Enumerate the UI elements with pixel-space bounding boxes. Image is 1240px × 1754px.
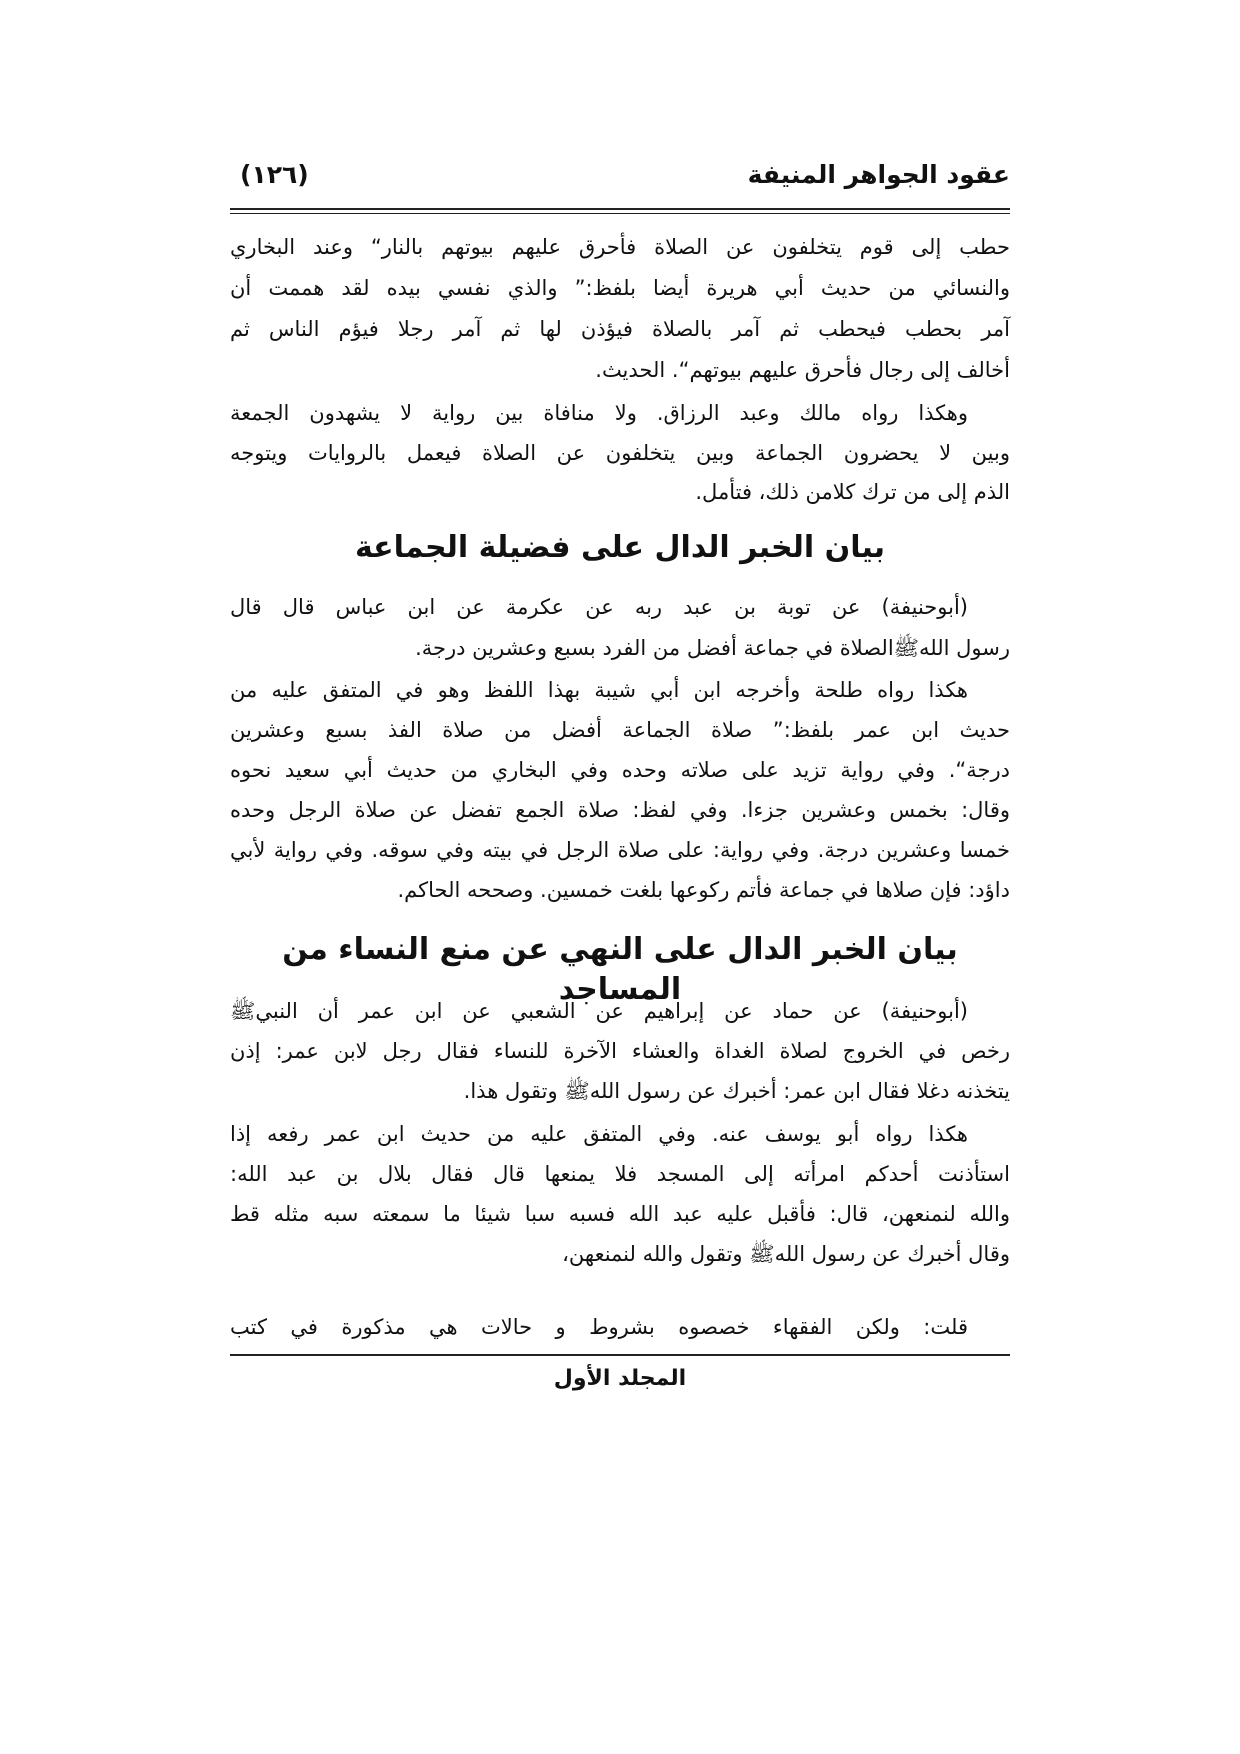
text-line: داؤد: فإن صلاها في جماعة فأتم ركوعها بلغت خمسين. وصححه الحاكم. (397, 878, 1010, 902)
text-line: حديث ابن عمر بلفظ:” صلاة الجماعة أفضل من صلاة الفذ بسبع وعشرين (230, 718, 1010, 742)
text-line: رسول اللهﷺالصلاة في جماعة أفضل من الفرد بسبع وعشرين درجة. (415, 636, 1010, 660)
text-line: خمسا وعشرين درجة. وفي رواية: على صلاة الرجل في بيته وفي سوقه. وفي رواية لأبي (230, 838, 1010, 862)
text-line: قلت: ولكن الفقهاء خصصوه بشروط و حالات هي مذكورة في كتب (230, 1315, 968, 1339)
text-line: رخص في الخروج لصلاة الغداة والعشاء الآخرة للنساء فقال رجل لابن عمر: إذن (230, 1039, 1010, 1063)
text-line: يتخذنه دغلا فقال ابن عمر: أخبرك عن رسول اللهﷺ وتقول هذا. (463, 1079, 1010, 1103)
text-line: (أبوحنيفة) عن حماد عن إبراهيم عن الشعبي عن ابن عمر أن النبيﷺ (230, 999, 968, 1023)
volume-label: المجلد الأول (553, 1366, 687, 1391)
text-line: والنسائي من حديث أبي هريرة أيضا بلفظ:” والذي نفسي بيده لقد هممت أن (230, 276, 1010, 300)
text-line: آمر بحطب فيحطب ثم آمر بالصلاة فيؤذن لها ثم آمر رجلا فيؤم الناس ثم (230, 317, 1010, 341)
text-line: هكذا رواه أبو يوسف عنه. وفي المتفق عليه من حديث ابن عمر رفعه إذا (230, 1122, 968, 1146)
section-heading: بيان الخبر الدال على النهي عن منع النساء من المساجد (282, 932, 958, 1007)
text-line: وبين لا يحضرون الجماعة وبين يتخلفون عن الصلاة فيعمل بالروايات ويتوجه (230, 441, 1010, 465)
text-line: (أبوحنيفة) عن توبة بن عبد ربه عن عكرمة عن ابن عباس قال قال (230, 595, 968, 619)
text-line: حطب إلى قوم يتخلفون عن الصلاة فأحرق عليهم بيوتهم بالنار“ وعند البخاري (230, 235, 1010, 259)
running-header-title: عقود الجواهر المنيفة (747, 160, 1010, 189)
text-line: هكذا رواه طلحة وأخرجه ابن أبي شيبة بهذا اللفظ وهو في المتفق عليه من (230, 678, 968, 702)
text-line: وهكذا رواه مالك وعبد الرزاق. ولا منافاة بين رواية لا يشهدون الجمعة (230, 401, 968, 425)
header-double-rule (230, 208, 1010, 214)
text-line: وقال أخبرك عن رسول اللهﷺ وتقول والله لنمنعهن، (562, 1242, 1010, 1266)
text-line: أخالف إلى رجال فأحرق عليهم بيوتهم“. الحديث. (595, 358, 1010, 382)
text-line: والله لنمنعهن، قال: فأقبل عليه عبد الله فسبه سبا شيئا ما سمعته سبه مثله قط (230, 1202, 1010, 1226)
text-line: درجة“. وفي رواية تزيد على صلاته وحده وفي البخاري من حديث أبي سعيد نحوه (230, 758, 1010, 782)
section-heading: بيان الخبر الدال على فضيلة الجماعة (354, 530, 886, 565)
page-number: (١٢٦) (240, 160, 309, 189)
text-line: استأذنت أحدكم امرأته إلى المسجد فلا يمنعها قال فقال بلال بن عبد الله: (230, 1162, 1010, 1186)
text-line: الذم إلى من ترك كلامن ذلك، فتأمل. (695, 480, 1010, 504)
text-line: وقال: بخمس وعشرين جزءا. وفي لفظ: صلاة الجمع تفضل عن صلاة الرجل وحده (230, 798, 1010, 822)
footer-rule (230, 1354, 1010, 1356)
